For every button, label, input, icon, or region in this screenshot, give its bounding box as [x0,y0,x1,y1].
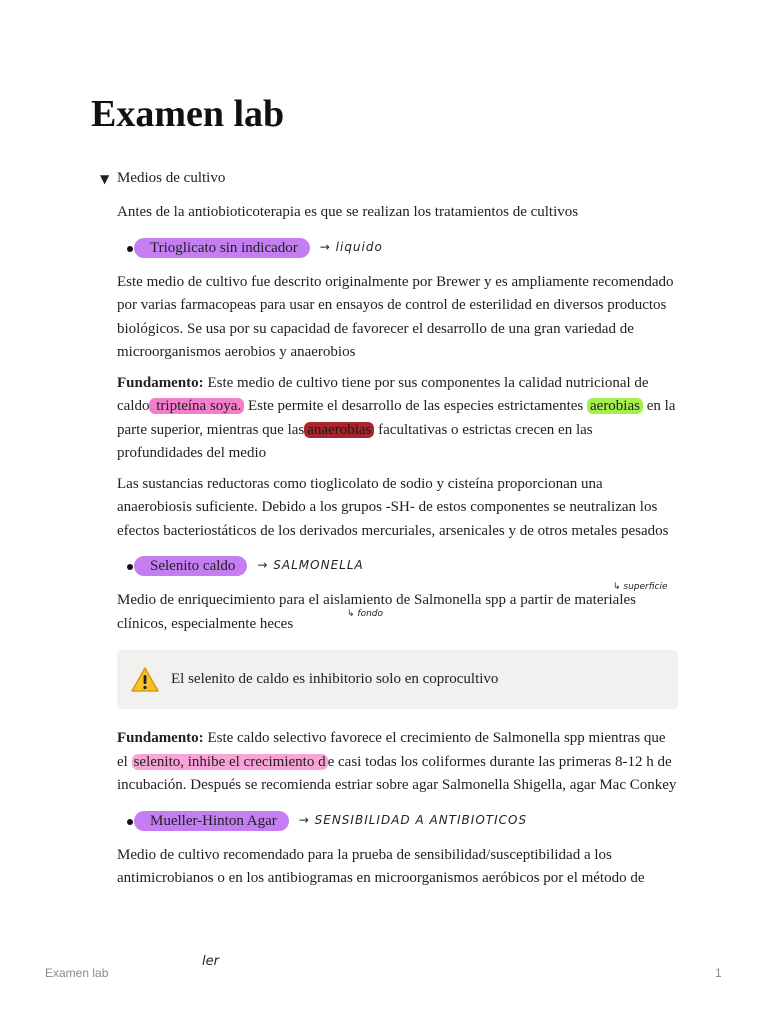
highlight-pill: Selenito caldo [134,556,247,576]
list-item-trioglicato [127,232,678,264]
triangle-down-icon[interactable]: ▼ [100,171,110,186]
handwritten-note-superficie: ↳ superficie [613,581,668,592]
bullet-dot-icon [127,819,133,825]
handwritten-annotation: → liquido [319,239,383,254]
highlight-green: aerobias [587,398,643,414]
handwritten-annotation: → SALMONELLA [257,558,364,573]
list-item-mueller-hinton [127,805,678,837]
page-title: Examen lab [91,93,285,135]
warning-icon [131,667,159,693]
intro-paragraph: Antes de la antiobioticoterapia es que se realizan los tratamientos de cultivos [117,204,579,220]
handwritten-note-fondo: ↳ fondo [347,608,383,619]
highlight-pink: selenito, inhibe el crecimiento d [133,753,326,770]
reductoras-paragraph: Las sustancias reductoras como tioglicolato de sodio y cisteína proporcionan una anaerobiosis suficiente. Debido a los grupos -SH- de estos componentes se neutralizan los efectos bacteriostáticos de los derivados mercuriales, arsenicales y de otros metales pesados [117,475,669,539]
highlight-pill: Trioglicato sin indicador [134,238,310,258]
highlight-pill: Mueller-Hinton Agar [134,811,289,831]
list-item-selenito [127,550,678,582]
fundamento-label: Fundamento: [117,730,204,746]
callout-text: El selenito de caldo es inhibitorio solo en coprocultivo [171,670,499,687]
fundamento-label: Fundamento: [117,374,204,391]
mueller-description-paragraph: Medio de cultivo recomendado para la prueba de sensibilidad/susceptibilidad a los antimicrobianos o en los antibiogramas en microorganismos aeróbicos por el método de [117,846,645,886]
fundamento-paragraph: Fundamento: Este medio de cultivo tiene por sus componentes la calidad nutricional de caldo tripteína soya. Este permite el desarrollo de las especies estrictamentes aerobias en la parte superior, mientras que las anaerobias facultativas o estrictas crecen en las profundidades del medio ↳ superficie ↳ fondo [117,372,678,466]
toggle-content [117,201,678,898]
highlight-pink: tripteína soya. [149,398,244,414]
toggle-medios-de-cultivo[interactable] [100,170,225,187]
fundamento-paragraph-2: Fundamento: Este caldo selectivo favorece el crecimiento de Salmonella spp mientras que el selenito, inhibe el crecimiento d e casi todas los coliformes durante las primeras 8-12 h de incubación. Después se recomienda estriar sobre agar Salmonella Shigella, agar Mac Conkey [117,730,677,793]
footer-title: Examen lab [45,966,109,980]
enriquecimiento-paragraph: Medio de enriquecimiento para el aislamiento de Salmonella spp a partir de materiales clínicos, especialmente heces [117,592,636,632]
bullet-dot-icon [127,246,133,252]
bullet-dot-icon [127,564,133,570]
page-number: 1 [715,966,722,980]
description-paragraph: Este medio de cultivo fue descrito originalmente por Brewer y es ampliamente recomendado por varias farmacopeas para usar en ensayos de control de esterilidad en diversos productos biológicos. Se usa por su capacidad de favorecer el desarrollo de una gran variedad de microorganismos aerobios y anaerobios [117,273,674,360]
toggle-label: Medios de cultivo [117,170,226,186]
highlight-dark-red: anaerobias [304,422,374,438]
handwritten-scribble: ler [202,954,219,969]
handwritten-annotation: → SENSIBILIDAD A ANTIBIOTICOS [298,812,528,827]
warning-callout [117,650,678,709]
